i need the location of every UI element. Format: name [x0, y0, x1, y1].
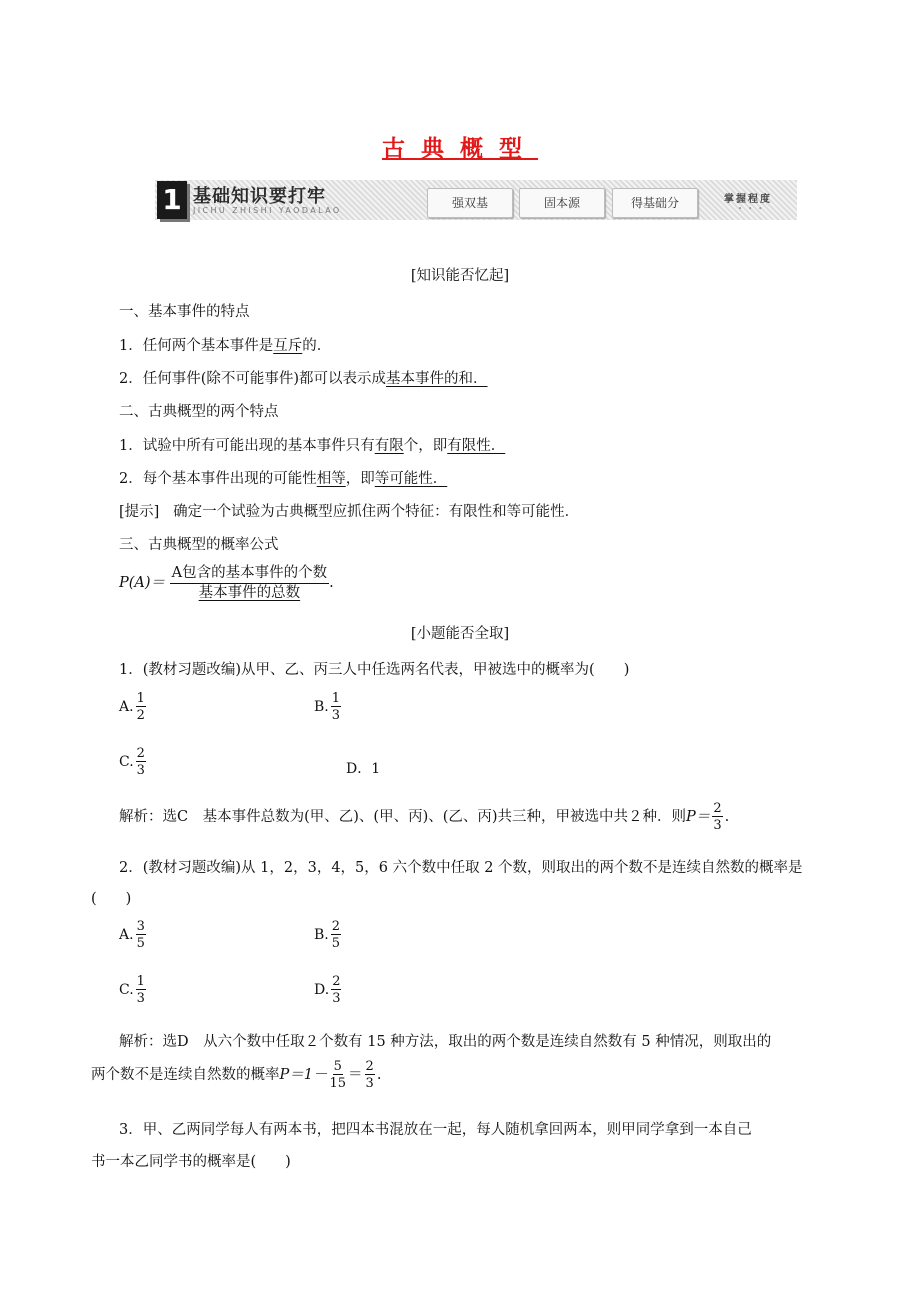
page-title: 古典概型 [382, 136, 538, 162]
point-2: 2．任何事件(除不可能事件)都可以表示成基本事件的和． [119, 371, 488, 387]
tab-strengthen-basics[interactable]: 强双基 [427, 188, 513, 218]
tip [119, 500, 579, 521]
tip-label: [提示] [119, 504, 160, 520]
feature-1: 1．试验中所有可能出现的基本事件只有有限个，即有限性． [119, 438, 506, 454]
q2-solution-line-2: 两个数不是连续自然数的概率P＝1－ $\frac{5}{15}$ ＝ $\frac{2}{3}$ . [91, 1059, 382, 1091]
q1-option-b: B. $\frac{1}{3}$ [314, 691, 341, 723]
q2-option-b: B. $\frac{2}{5}$ [314, 919, 341, 951]
question-2-line-2: ( ) [91, 891, 132, 907]
q2-option-d: D. $\frac{2}{3}$ [314, 974, 341, 1006]
q1-option-c: C. $\frac{2}{3}$ [119, 746, 145, 778]
question-3-line-2: 书一本乙同学书的概率是( ) [91, 1154, 291, 1170]
heading-probability-formula: 三、古典概型的概率公式 [119, 537, 279, 553]
section-number-badge: 1 [157, 181, 187, 219]
q2-option-a: A. $\frac{3}{5}$ [119, 919, 145, 951]
feature-2: 2．每个基本事件出现的可能性相等，即等可能性． [119, 471, 448, 487]
q1-option-a: A. $\frac{1}{2}$ [119, 691, 145, 723]
q2-option-c: C. $\frac{1}{3}$ [119, 974, 145, 1006]
probability-formula: P(A)＝ $\frac{\text{A包含的基本事件的个数}}{\text{基本事件的总数}}$ . [119, 565, 334, 601]
heading-classical-features: 二、古典概型的两个特点 [119, 404, 279, 420]
tab-consolidate-roots[interactable]: 固本源 [519, 188, 605, 218]
mastery-dots: ••• [738, 205, 769, 213]
question-2-line-1: 2．(教材习题改编)从 1，2，3，4，5，6 六个数中任取 2 个数，则取出的两个数不是连续自然数的概率是 [119, 860, 803, 876]
q1-solution: 解析：选C 基本事件总数为(甲、乙)、(甲、丙)、(乙、丙)共三种，甲被选中共２种．则P＝ $\frac{2}{3}$ . [119, 801, 730, 833]
heading-basic-event-features: 一、基本事件的特点 [119, 304, 250, 320]
question-3-line-1: 3．甲、乙两同学每人有两本书，把四本书混放在一起，每人随机拿回两本，则甲同学拿到一本自己 [119, 1122, 752, 1138]
banner-pinyin: JICHU ZHISHI YAODALAO [193, 206, 342, 215]
point-1: 1．任何两个基本事件是互斥的． [119, 338, 332, 354]
q2-solution-line-1: 解析：选D 从六个数中任取２个数有 15 种方法，取出的两个数是连续自然数有 5 种情况，则取出的 [119, 1034, 772, 1050]
banner-title: 基础知识要打牢 [193, 186, 326, 207]
q1-option-d: D．1 [346, 761, 381, 777]
mastery-label: 掌握程度 [724, 194, 772, 205]
question-1: 1．(教材习题改编)从甲、乙、丙三人中任选两名代表，甲被选中的概率为( ) [119, 662, 630, 678]
tab-basic-score[interactable]: 得基础分 [612, 188, 698, 218]
section-header-exercises: [小题能否全取] [410, 626, 510, 642]
tip-text: 确定一个试验为古典概型应抓住两个特征：有限性和等可能性． [173, 504, 580, 520]
section-header-knowledge: [知识能否忆起] [410, 268, 510, 284]
formula-fraction: $\frac{\text{A包含的基本事件的个数}}{\text{基本事件的总数}}$ [171, 565, 328, 601]
